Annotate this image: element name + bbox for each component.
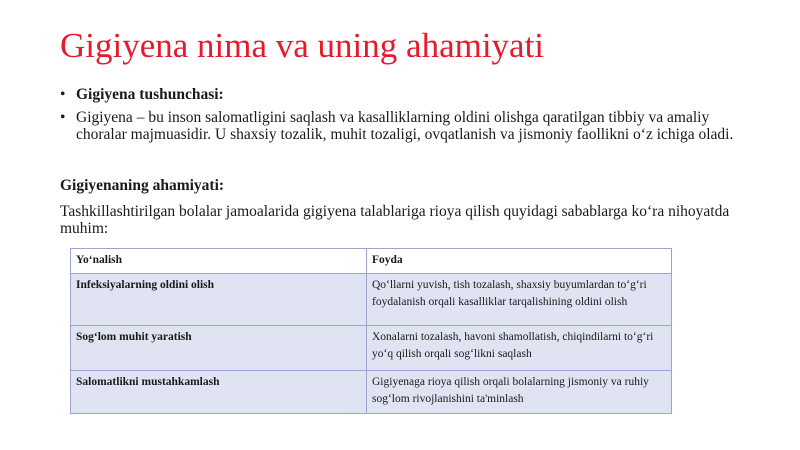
- bullet-text: Gigiyena tushunchasi:: [76, 86, 224, 103]
- table-cell-direction: Sog‘lom muhit yaratish: [71, 326, 367, 371]
- bullet-icon: •: [60, 86, 66, 103]
- bullet-item-concept: [60, 86, 740, 103]
- table-header-cell: Foyda: [367, 249, 672, 274]
- bullet-icon: •: [60, 109, 66, 126]
- table-cell-benefit: Xonalarni tozalash, havoni shamollatish, chiqindilarni to‘g‘ri yo‘q qilish orqali sog‘likni saqlash: [367, 326, 672, 371]
- section-heading: Gigiyenaning ahamiyati:: [60, 177, 225, 194]
- table-cell-direction: Infeksiyalarning oldini olish: [71, 274, 367, 326]
- bullet-text: Gigiyena – bu inson salomatligini saqlash va kasalliklarning oldini olishga qaratilgan tibbiy va amaliy choralar majmuasidir. U shaxsiy tozalik, muhit tozaligi, ovqatlanish va jismoniy faollikni o‘z ichiga oladi.: [76, 109, 734, 143]
- table-cell-direction: Salomatlikni mustahkamlash: [71, 371, 367, 414]
- slide-title: Gigiyena nima va uning ahamiyati: [60, 26, 545, 65]
- table-row: [71, 371, 672, 414]
- table-cell-benefit: Qo‘llarni yuvish, tish tozalash, shaxsiy buyumlardan to‘g‘ri foydalanish orqali kasalliklar tarqalishining oldini olish: [367, 274, 672, 326]
- importance-table: [70, 248, 672, 414]
- table-cell-benefit: Gigiyenaga rioya qilish orqali bolalarning jismoniy va ruhiy sog‘lom rivojlanishini ta'minlash: [367, 371, 672, 414]
- bullet-item-definition: [60, 109, 740, 143]
- table-header-cell: Yo‘nalish: [71, 249, 367, 274]
- table-row: [71, 326, 672, 371]
- table-row: [71, 274, 672, 326]
- bullet-list: [60, 86, 740, 149]
- intro-paragraph: Tashkillashtirilgan bolalar jamoalarida gigiyena talablariga rioya qilish quyidagi sabablarga ko‘ra nihoyatda muhim:: [60, 203, 730, 237]
- table-header-row: [71, 249, 672, 274]
